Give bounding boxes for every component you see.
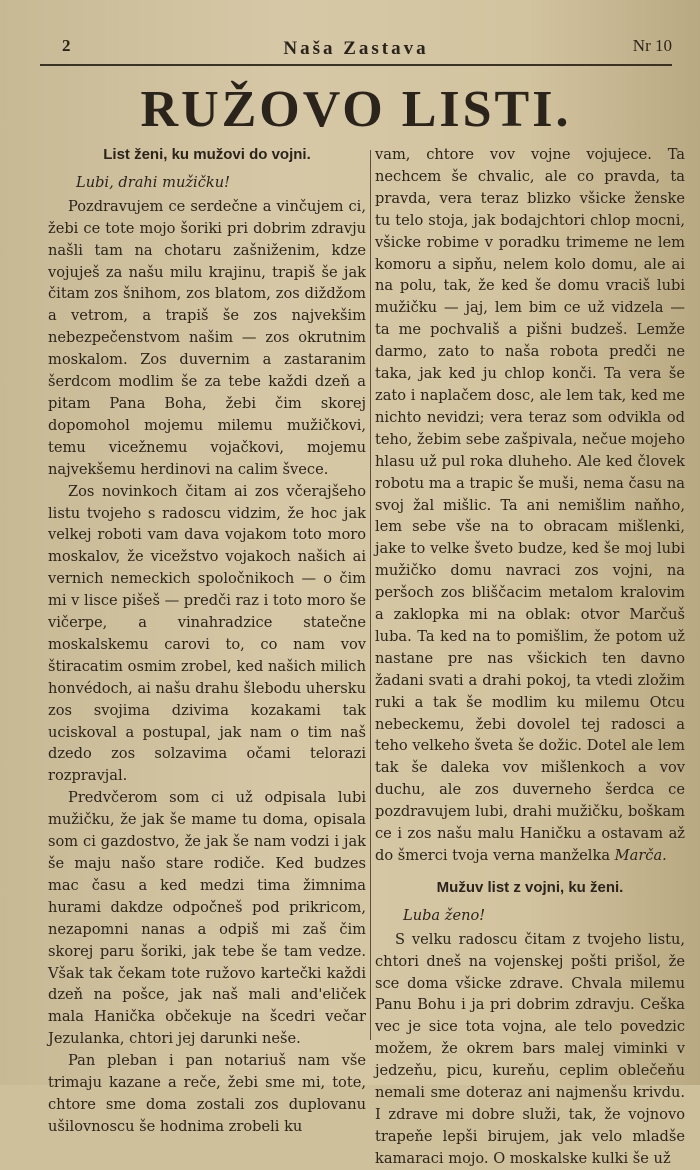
right-column: [375, 144, 685, 1170]
salutation-husband: Luba ženo!: [403, 906, 486, 924]
paragraph: Pan pleban i pan notariuš nam vše trimaju kazane a reče, žebi sme mi, tote, chtore sme doma zostali zos duplovanu ušilovnoscu še hodnima zrobeli ku: [48, 1052, 366, 1135]
continued-text: vam, chtore vov vojne vojujece. Ta nechcem še chvalic, ale co pravda, ta pravda, vera teraz blizko všicke ženske tu telo stoja, jak bodajchtori chlop mocni, všicke robime v poradku trimeme ne lem komoru a sipňu, nelem kolo domu, ale ai na polu, tak, že ked še domu vraciš lubi mužičku — jaj, lem bim ce už vidzela — ta me pochvališ a pišni budzeš. Lemže darmo, zato to naša robota predči ne taka, jak ked ju chlop konči. Ta vera še zato i naplačem dosc, ale lem tak, ked me nichto nevidzi; vera teraz som odvikla od teho, žebim sebe zašpivala, nečue mojeho hlasu už pul roka dluheho. Ale ked človek robotu ma a trapic še muši, nema času na svoj žal mišlic. Ta ani nemišlim naňho, lem sebe vše na to obracam mišlenki, jake to velke šveto budze, ked še moj lubi mužičko domu navraci zos vojni, na peršoch zos bliščacim metalom kralovim a zaklopka mi na oblak: otvor Marčuš luba. Ta ked na to pomišlim, že potom už nastane pre nas všickich ten davno žadani svati a drahi pokoj, ta vtedi zložim ruki a tak še modlim ku milemu Otcu nebeckemu, žebi dovolel tej radosci a teho velkeho šveta še dožic. Dotel ale lem tak še daleka vov mišlenkoch a vov duchu, ale zos duverneho šerdca ce pozdravujem lubi, drahi mužičku, boškam ce i zos našu malu Haničku a ostavam až do šmerci tvoja verna manželka: [375, 146, 685, 864]
issue-number: Nr 10: [632, 36, 672, 55]
signature: Marča.: [614, 847, 667, 864]
paragraph: Predvčerom som ci už odpisala lubi mužičku, že jak še mame tu doma, opisala som ci gazdostvo, že jak še nam vodzi i jak še maju našo stare rodiče. Ked budzes mac času a ked medzi tima žimnima hurami dakdze odpočneš pod prikricom, nezapomni nanas a odpiš mi zaš čim skorej paru šoriki, jak tebe še tam vedze. Však tak čekam tote ružovo kartečki každi dzeň na pošce, jak naš mali and'eliček mala Hanička občekuje na šcedri večar Jezulanka, chtori jej darunki neše.: [48, 789, 366, 1048]
column-divider: [370, 150, 371, 1040]
paragraph: Pozdravujem ce serdečne a vinčujem ci, žebi ce tote mojo šoriki pri dobrim zdravju našli tam na chotaru zašniženim, kdze vojuješ za našu milu krajinu, trapiš še jak čitam zos šnihom, zos blatom, zos diždžom a vetrom, a trapiš še zos najvekšim nebezpečenstvom našim — zos okrutnim moskalom. Zos duvernim a zastaranim šerdcom modlim še za tebe každi dzeň a pitam Pana Boha, žebi čim skorej dopomohol mojemu milemu mužičkovi, temu vicežnemu vojačkovi, mojemu najvekšemu herdinovi na calim švece.: [48, 197, 366, 478]
page-number: 2: [62, 36, 71, 55]
paragraph: Zos novinkoch čitam ai zos včerajšeho listu tvojeho s radoscu vidzim, že hoc jak velkej roboti vam dava vojakom toto moro moskalov, že vicežstvo vojakoch našich ai vernich nemeckich spoločnikoch — o čim mi v lisce pišeš — predči raz i toto moro še vičerpe, a vinahradzice statečne moskalskemu carovi to, co nam vov štiracatim osmim zrobel, ked našich milich honvédoch, ai našu drahu šlebodu uhersku zos svojima dzivima kozakami tak uciskoval a postupal, jak nam o tim naš dzedo zos solzavima očami telorazi rozpravjal.: [48, 482, 366, 785]
page-title: RUŽOVO LISTI.: [140, 81, 572, 138]
salutation-wife: Lubi, drahi mužičku!: [76, 173, 230, 191]
left-column: [48, 144, 366, 1138]
journal-name: Naša Zastava: [283, 38, 429, 59]
letter-heading-wife: List ženi, ku mužovi do vojni.: [103, 146, 311, 163]
page-header: [40, 30, 672, 66]
paragraph-continued: [375, 144, 685, 867]
paragraph: S velku radoscu čitam z tvojeho listu, chtori dneš na vojenskej pošti prišol, že sce doma všicke zdrave. Chvala milemu Panu Bohu i ja pri dobrim zdravju. Ceška vec je sice tota vojna, ale telo povedzic možem, že okrem bars malej viminki v jedzeňu, picu, kureňu, ceplim oblečeňu nemali sme doteraz ani najmenšu krivdu. I zdrave mi dobre služi, tak, že vojnovo trapeňe lepši birujem, jak velo mladše kamaraci mojo. O moskalske kulki še už: [375, 930, 685, 1167]
letter-heading-husband: Mužuv list z vojni, ku ženi.: [436, 878, 624, 896]
